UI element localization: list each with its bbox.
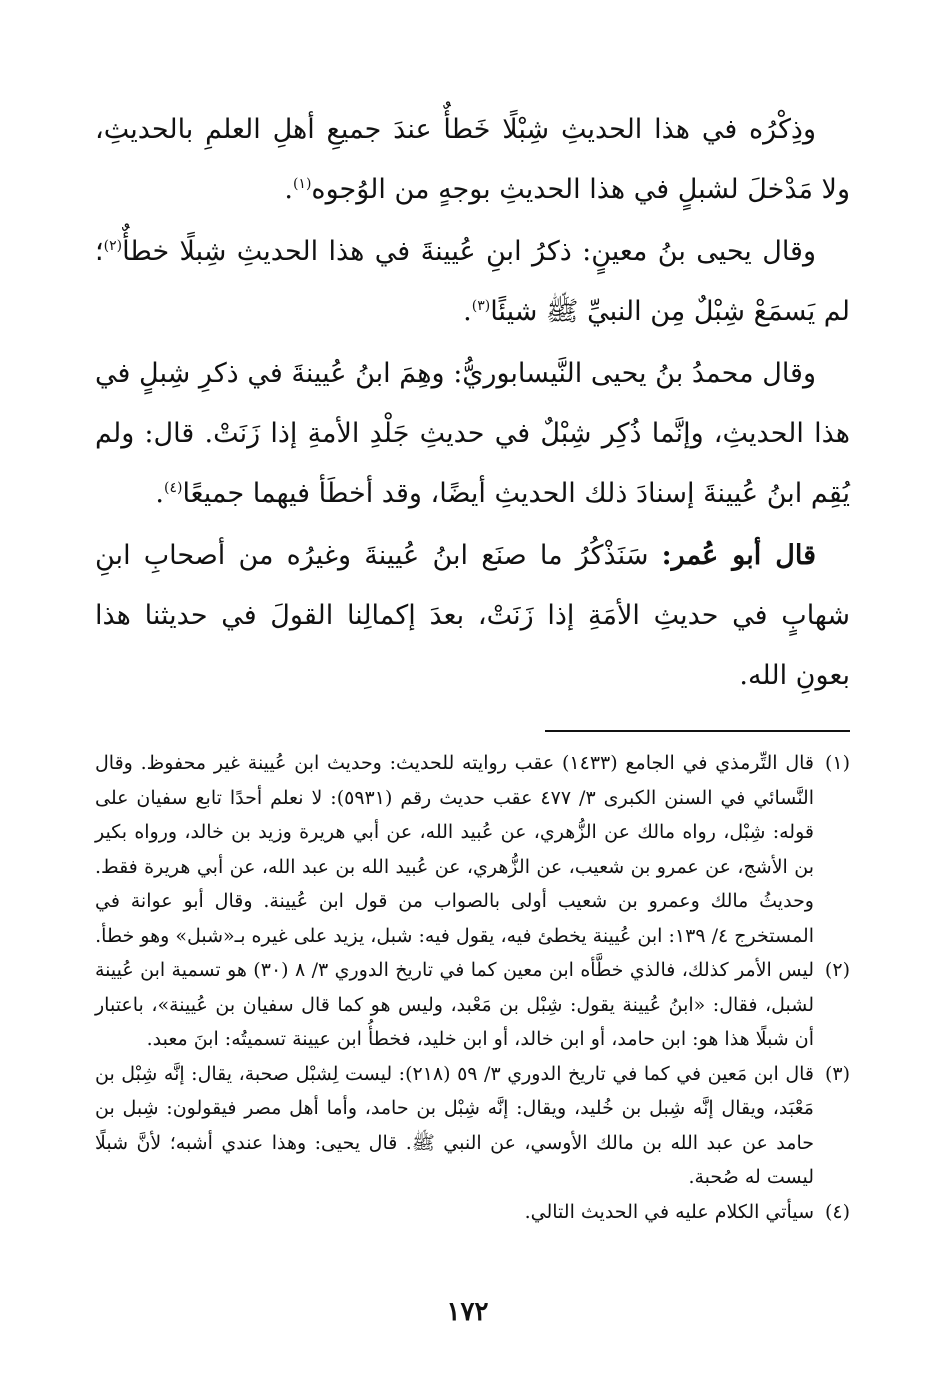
paragraph-text: وقال يحيى بنُ معينٍ: ذكرُ ابنِ عُيينةَ في هذا الحديثِ شِبلًا خطأٌ xyxy=(122,236,816,267)
footnote-number: (٢) xyxy=(824,959,850,981)
paragraph-text: وقال محمدُ بنُ يحيى النَّيسابوريُّ: وهِمَ ابنُ عُيينةَ في ذكرِ شِبلٍ في هذا الحديثِ، وإنَّما ذُكِر شِبْلٌ في حديثِ جَلْدِ الأمةِ إذا زَنَتْ. قال: ولم يُقِم ابنُ عُيينةَ إسنادَ ذلك الحديثِ أيضًا، وقد أخطَأ فيهما جميعًا xyxy=(95,358,850,509)
footnote-1 xyxy=(95,746,850,953)
paragraph-text: وذِكْرُه في هذا الحديثِ شِبْلًا خَطأٌ عندَ جميعِ أهلِ العلمِ بالحديثِ، ولا مَدْخلَ لشبلٍ في هذا الحديثِ بوجهٍ من الوُجوه xyxy=(95,114,850,205)
footnote-divider xyxy=(545,730,850,732)
main-paragraph-1 xyxy=(95,100,850,220)
footnote-ref-4[interactable]: (٤) xyxy=(163,480,183,496)
paragraph-tail: ؛ لم يَسمَعْ شِبْلٌ مِن النبيِّ ﷺ شيئًا xyxy=(95,236,850,327)
footnote-text: سيأتي الكلام عليه في الحديث التالي. xyxy=(524,1200,814,1223)
footnote-ref-3[interactable]: (٣) xyxy=(471,298,491,314)
footnote-2 xyxy=(95,953,850,1057)
footnote-text: قال التِّرمذي في الجامع (١٤٣٣) عقب روايته للحديث: وحديث ابن عُيينة غير محفوظ. وقال النَّسائي في السنن الكبرى ٣/ ٤٧٧ عقب حديث رقم (٥٩٣١): لا نعلم أحدًا تابع سفيان على قوله: شِبْل، رواه مالك عن الزُّهري، عن عُبيد الله، عن أبي هريرة وزيد بن خالد، ورواه بكير بن الأشج، عن عمرو بن شعيب، عن الزُّهري، عن عُبيد الله بن عبد الله، عن أبي هريرة فقط. وحديثُ مالك وعمرو بن شعيب أولى بالصواب من قول ابن عُيينة. وقال أبو عوانة في المستخرج ٤/ ١٣٩: ابن عُيينة يخطئ فيه، يقول فيه: شبل، يزيد على غيره بـ«شبل» وهو خطأ. xyxy=(95,752,815,947)
speaker-lead: قال أبو عُمر: xyxy=(661,540,816,571)
paragraph-text: سَنَذْكُرُ ما صنَع ابنُ عُيينةَ وغيرُه من أصحابِ ابنِ شهابٍ في حديثِ الأمَةِ إذا زَنَتْ، بعدَ إكمالِنا القولَ في حديثنا هذا بعونِ الله. xyxy=(95,540,850,691)
paragraph-tail: . xyxy=(155,478,164,509)
footnote-number: (٤) xyxy=(824,1200,850,1223)
footnote-number: (٣) xyxy=(824,1062,850,1085)
footnote-ref-1[interactable]: (١) xyxy=(292,176,312,192)
footnote-3 xyxy=(95,1057,850,1195)
paragraph-tail: . xyxy=(284,174,293,205)
paragraph-tail: . xyxy=(463,296,472,327)
page-body xyxy=(95,100,850,1229)
footnote-text: قال ابن مَعين في كما في تاريخ الدوري ٣/ ٥٩ (٢١٨): ليست لِشبْل صحبة، يقال: إنَّه شِبْل بن مَعْبَد، ويقال إنَّه شِبل بن خُليد، ويقال: إنَّه شِبْل بن حامد، وأما أهل مصر فيقولون: شِبل بن حامد عن عبد الله بن مالك الأوسي، عن النبي ﷺ. قال يحيى: وهذا عندي أشبه؛ لأنَّ شبلًا ليست له صُحبة. xyxy=(95,1062,814,1188)
footnote-text: ليس الأمر كذلك، فالذي خطَّأه ابن معين كما في تاريخ الدوري ٣/ ٨ (٣٠) هو تسمية ابن عُيينة لشبل، فقال: «ابنُ عُيينة يقول: شِبْل بن مَعْبد، وليس هو كما قال سفيان بن عُيينة»، باعتبار أن شبلًا هذا هو: ابن حامد، أو ابن خالد، أو ابن خليد، فخطأُ ابن عيينة تسميتُه: ابنَ معبد. xyxy=(95,959,814,1050)
footnotes-section xyxy=(95,746,850,1229)
page-number: ١٧٢ xyxy=(446,1297,489,1327)
footnote-4 xyxy=(95,1195,850,1230)
main-paragraph-3 xyxy=(95,344,850,524)
footnote-number: (١) xyxy=(824,752,851,774)
main-paragraph-4 xyxy=(95,526,850,706)
footnote-ref-2[interactable]: (٢) xyxy=(103,238,123,254)
main-paragraph-2 xyxy=(95,222,850,342)
